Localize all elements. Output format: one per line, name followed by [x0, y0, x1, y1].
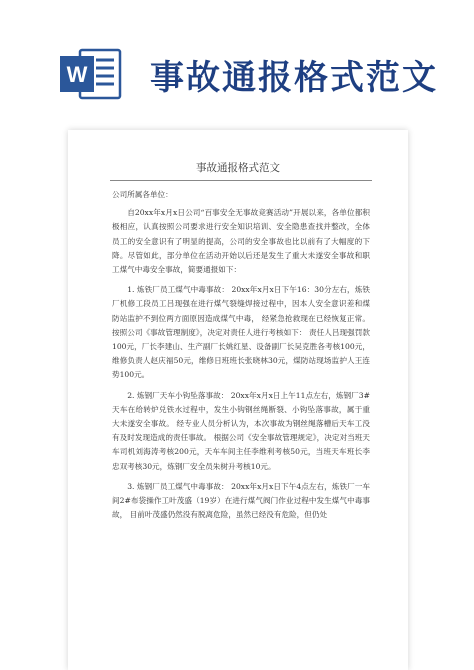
document-page	[68, 130, 408, 670]
paragraph-incident-3: 3. 炼钢厂员工煤气中毒事故： 20xx年x月x日下午4点左右，炼铁厂一车间2#布袋操作工叶茂盛（19岁）在进行煤气阀门作业过程中发生煤气中毒事故， 目前叶茂盛仍然没有脱离危险，虽然已经没有危险，但仍处	[112, 481, 370, 520]
document-body	[112, 188, 370, 528]
word-document-icon	[58, 48, 128, 100]
paragraph-intro: 自20xx年x月x日公司“百事安全无事故竞赛活动”开展以来，各单位都积极相应，认真按照公司要求进行安全知识培训、安全隐患查找并整改，全体员工的安全意识有了明显的提高，公司的安全事故也比以前有了大幅度的下降。尽管如此，部分单位在活动开始以后还是发生了重大未遂安全事故和职工煤气中毒安全事故，简要通报如下：	[112, 208, 370, 275]
paragraph-incident-1: 1. 炼铁厂员工煤气中毒事故： 20xx年x月x日下午16：30分左右，炼铁厂机修工段员工吕现强在进行煤气裂缝焊接过程中，因本人安全意识差和煤防站监护不到位两方面原因造成煤气中毒， 经紧急抢救现在已经恢复正常。按照公司《事故管理制度》，决定对责任人进行考核如下： 责任人吕现强罚款100元，厂长李建山、生产副厂长姚红星、设备副厂长吴克胜各考核100元，维修负责人赵庆福50元，维修日班班长张晓林30元，煤防站现场监护人王连势100元。	[112, 285, 370, 380]
banner	[0, 0, 474, 120]
banner-title: 事故通报格式范文	[150, 58, 438, 98]
word-icon-letter: W	[66, 62, 88, 87]
title-divider	[110, 180, 372, 181]
document-title: 事故通报格式范文	[196, 162, 280, 174]
paragraph-incident-2: 2. 炼钢厂天车小钩坠落事故： 20xx年x月x日上午11点左右，炼钢厂3#天车在给转炉兑铁水过程中，发生小钩钢丝绳断裂、小钩坠落事故，属于重大未遂安全事故。 经专业人员分析认为，本次事故为钢丝绳落槽后天车工没有及时发现造成的责任事故。 根据公司《安全事故管理规定》，决定对当班天车司机刘海涛考核200元，天车车间主任李维利考核50元，当班天车班长李忠双考核30元，炼钢厂安全员朱树升考核10元。	[112, 390, 370, 471]
salutation: 公司所属各单位：	[112, 190, 173, 199]
